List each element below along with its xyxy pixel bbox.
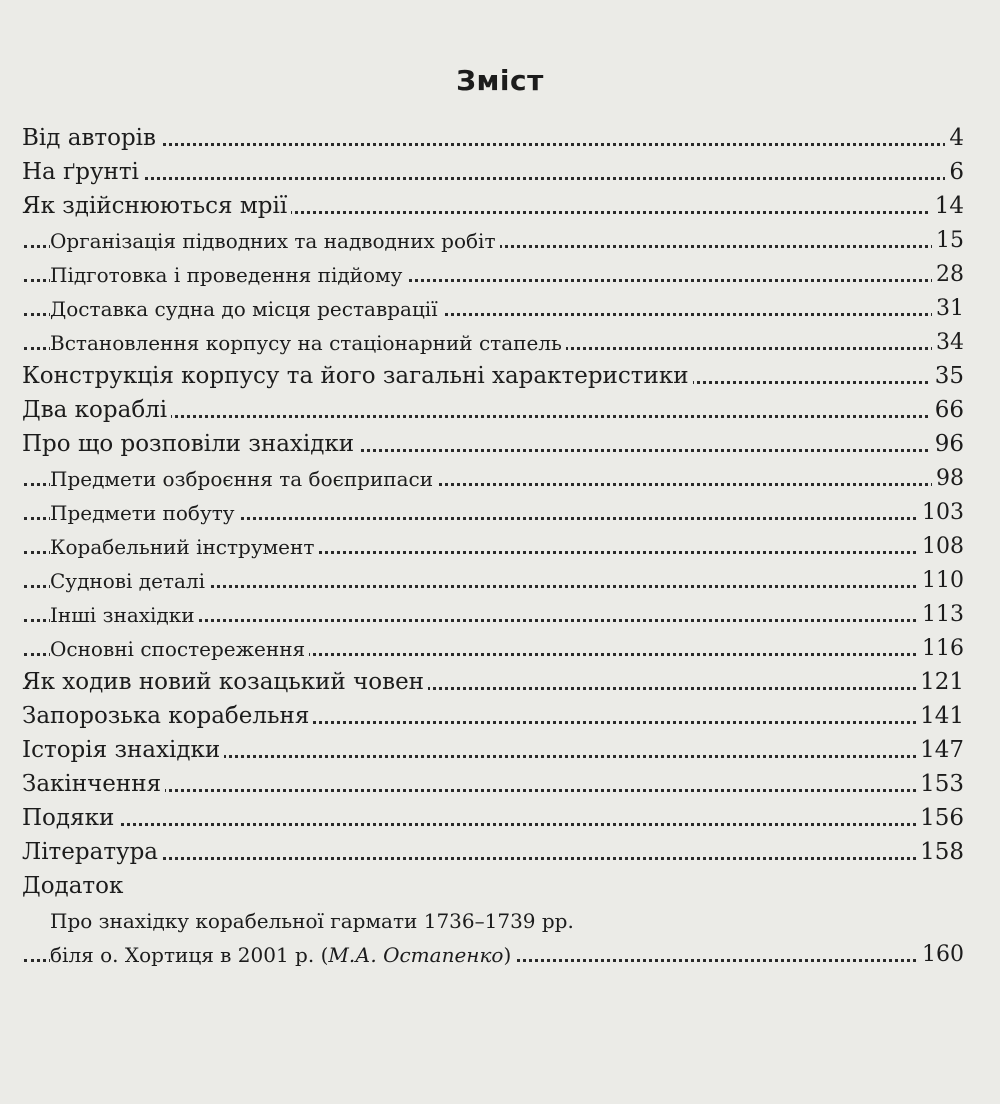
toc-entry-title: Встановлення корпусу на стаціонарний стапель [50, 331, 566, 355]
toc-entry-title: Конструкція корпусу та його загальні характеристики [22, 363, 693, 389]
dot-leader [24, 857, 964, 860]
toc-entry[interactable] [0, 121, 1000, 155]
toc-subentry[interactable] [0, 461, 1000, 495]
toc-entry-page: 35 [931, 363, 964, 389]
toc-entry-title: На ґрунті [22, 159, 143, 185]
dot-leader [24, 823, 964, 826]
toc-entry-title-line1: Про знахідку корабельної гармати 1736–1739 рр. [50, 909, 578, 933]
toc-entry[interactable] [0, 189, 1000, 223]
toc-entry-paren: ) [503, 943, 512, 967]
page-title: Зміст [456, 64, 544, 97]
toc-entry-title: Література [22, 839, 162, 865]
toc-entry-page: 113 [918, 602, 964, 627]
toc-entry-title: Про що розповіли знахідки [22, 431, 358, 457]
toc-subentry[interactable] [0, 563, 1000, 597]
toc-entry-title-line2 [50, 943, 515, 967]
toc-entry-page: 34 [932, 330, 964, 355]
toc-entry-page: 147 [916, 737, 964, 763]
toc-entry-title: Як ходив новий козацький човен [22, 669, 428, 695]
toc-entry-title: Подяки [22, 805, 118, 831]
dot-leader [24, 143, 964, 146]
toc-subentry[interactable] [0, 529, 1000, 563]
toc-subentry[interactable] [0, 291, 1000, 325]
toc-entry-page: 156 [916, 805, 964, 831]
toc-entry-title: Корабельний інструмент [50, 535, 318, 559]
toc-entry-page: 116 [918, 636, 964, 661]
toc-entry-page: 153 [916, 771, 964, 797]
toc-entry-page: 96 [931, 431, 964, 457]
toc-entry[interactable] [0, 801, 1000, 835]
toc-entry-page: 15 [932, 228, 964, 253]
toc-entry-page: 141 [916, 703, 964, 729]
toc-entry-title: Запорозька корабельня [22, 703, 313, 729]
toc-entry[interactable] [0, 665, 1000, 699]
toc-entry-page: 14 [931, 193, 964, 219]
toc-subentry[interactable] [0, 257, 1000, 291]
toc-entry-page: 4 [945, 125, 964, 151]
toc-subentry[interactable] [0, 597, 1000, 631]
toc-entry-title: Організація підводних та надводних робіт [50, 229, 500, 253]
toc-entry-title: Як здійснюються мрії [22, 193, 291, 219]
toc-subentry[interactable] [0, 495, 1000, 529]
toc-entry-page: 6 [945, 159, 964, 185]
toc-entry-title: Суднові деталі [50, 569, 209, 593]
toc-entry-title: Додаток [22, 873, 127, 899]
toc-entry-page: 108 [918, 534, 964, 559]
toc-entry-appendix-heading[interactable] [0, 869, 1000, 903]
toc-entry[interactable] [0, 767, 1000, 801]
toc-entry-title: Предмети озброєння та боєприпаси [50, 467, 437, 491]
toc-entry-title: Від авторів [22, 125, 160, 151]
toc-entry-page: 98 [932, 466, 964, 491]
toc-entry-page: 121 [916, 669, 964, 695]
toc-entry[interactable] [0, 155, 1000, 189]
toc-entry-page: 158 [916, 839, 964, 865]
toc-entry-title: Основні спостереження [50, 637, 309, 661]
toc-entry-page: 160 [918, 942, 964, 967]
toc-entry-title: Підготовка і проведення підйому [50, 263, 406, 287]
dot-leader [24, 177, 964, 180]
toc-entry-title: Предмети побуту [50, 501, 239, 525]
toc-entry-page: 110 [918, 568, 964, 593]
toc-entry[interactable] [0, 393, 1000, 427]
toc-entry-title: Два кораблі [22, 397, 171, 423]
toc-subentry[interactable] [0, 631, 1000, 665]
toc-entry-author: М.А. Остапенко [328, 943, 504, 967]
toc-entry[interactable] [0, 427, 1000, 461]
toc-entry-title: Інші знахідки [50, 603, 199, 627]
toc-subentry-appendix[interactable] [0, 903, 1000, 971]
toc-entry[interactable] [0, 733, 1000, 767]
toc-entry-title: Закінчення [22, 771, 165, 797]
toc-entry-page: 103 [918, 500, 964, 525]
toc-entry-page: 31 [932, 296, 964, 321]
toc-entry-page: 28 [932, 262, 964, 287]
toc-entry-page: 66 [931, 397, 964, 423]
toc-entry-text: біля о. Хортиця в 2001 р. ( [50, 943, 329, 967]
toc-entry[interactable] [0, 835, 1000, 869]
toc-entry[interactable] [0, 699, 1000, 733]
toc-entry[interactable] [0, 359, 1000, 393]
toc-entry-title: Історія знахідки [22, 737, 224, 763]
toc-entry-title: Доставка судна до місця реставрації [50, 297, 442, 321]
toc-subentry[interactable] [0, 223, 1000, 257]
toc-subentry[interactable] [0, 325, 1000, 359]
